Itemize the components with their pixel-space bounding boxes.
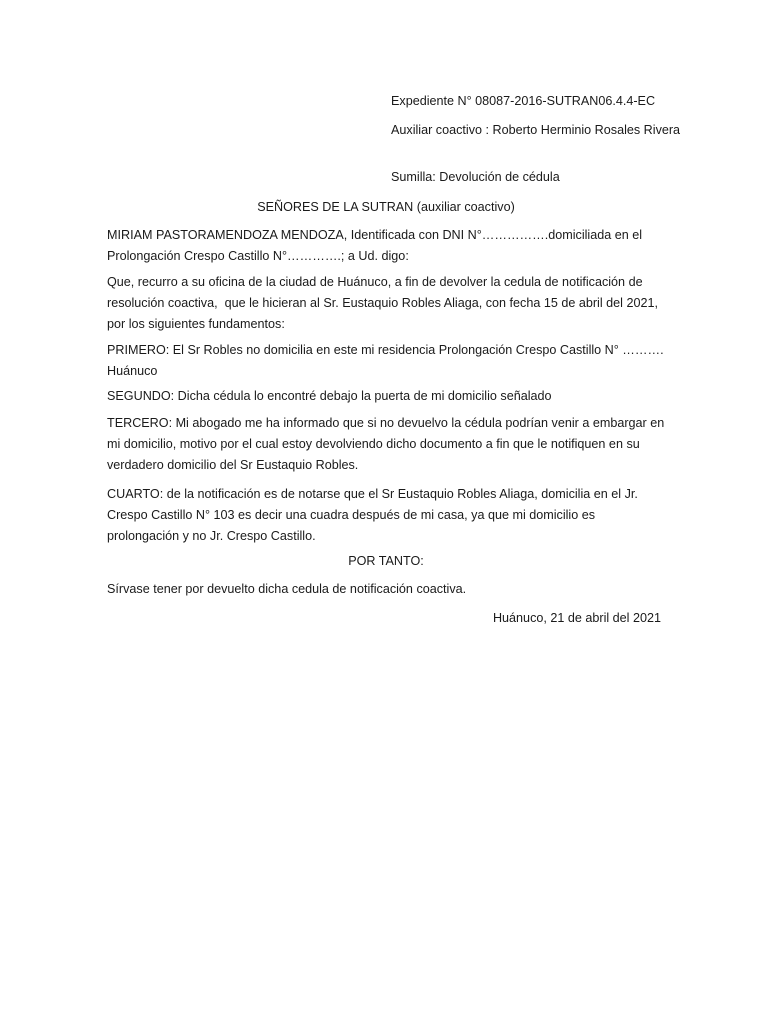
- sumilla-line: Sumilla: Devolución de cédula: [391, 170, 560, 184]
- date-line: Huánuco, 21 de abril del 2021: [492, 611, 661, 625]
- que-paragraph: Que, recurro a su oficina de la ciudad de Huánuco, a fin de devolver la cedula de notificación de resolución coactiva, que le hicieran al Sr. Eustaquio Robles Aliaga, con fecha 15 de abril del 2021, por los siguientes fundamentos:: [107, 275, 662, 331]
- expediente-line: Expediente N° 08087-2016-SUTRAN06.4.4-EC: [391, 94, 656, 108]
- intro-paragraph: MIRIAM PASTORAMENDOZA MENDOZA, Identificada con DNI N°…………….domiciliada en el Prolongación Crespo Castillo N°………….; a Ud. digo:: [107, 228, 646, 263]
- primero-paragraph: PRIMERO: El Sr Robles no domicilia en este mi residencia Prolongación Crespo Castillo N° ………. Huánuco: [107, 343, 668, 378]
- addressee-heading: SEÑORES DE LA SUTRAN (auxiliar coactivo): [257, 200, 515, 214]
- request-paragraph: Sírvase tener por devuelto dicha cedula de notificación coactiva.: [107, 582, 467, 596]
- cuarto-paragraph: CUARTO: de la notificación es de notarse que el Sr Eustaquio Robles Aliaga, domicilia en el Jr. Crespo Castillo N° 103 es decir una cuadra después de mi casa, ya que mi domicilio es prolongación y no Jr. Crespo Castillo.: [107, 487, 642, 543]
- auxiliar-coactivo-line: Auxiliar coactivo : Roberto Herminio Rosales Rivera: [391, 123, 681, 137]
- segundo-paragraph: SEGUNDO: Dicha cédula lo encontré debajo la puerta de mi domicilio señalado: [107, 389, 552, 403]
- tercero-paragraph: TERCERO: Mi abogado me ha informado que si no devuelvo la cédula podrían venir a embargar en mi domicilio, motivo por el cual estoy devolviendo dicho documento a fin que le notifiquen en su verdadero domicilio del Sr Eustaquio Robles.: [107, 416, 668, 472]
- por-tanto-heading: POR TANTO:: [348, 554, 424, 568]
